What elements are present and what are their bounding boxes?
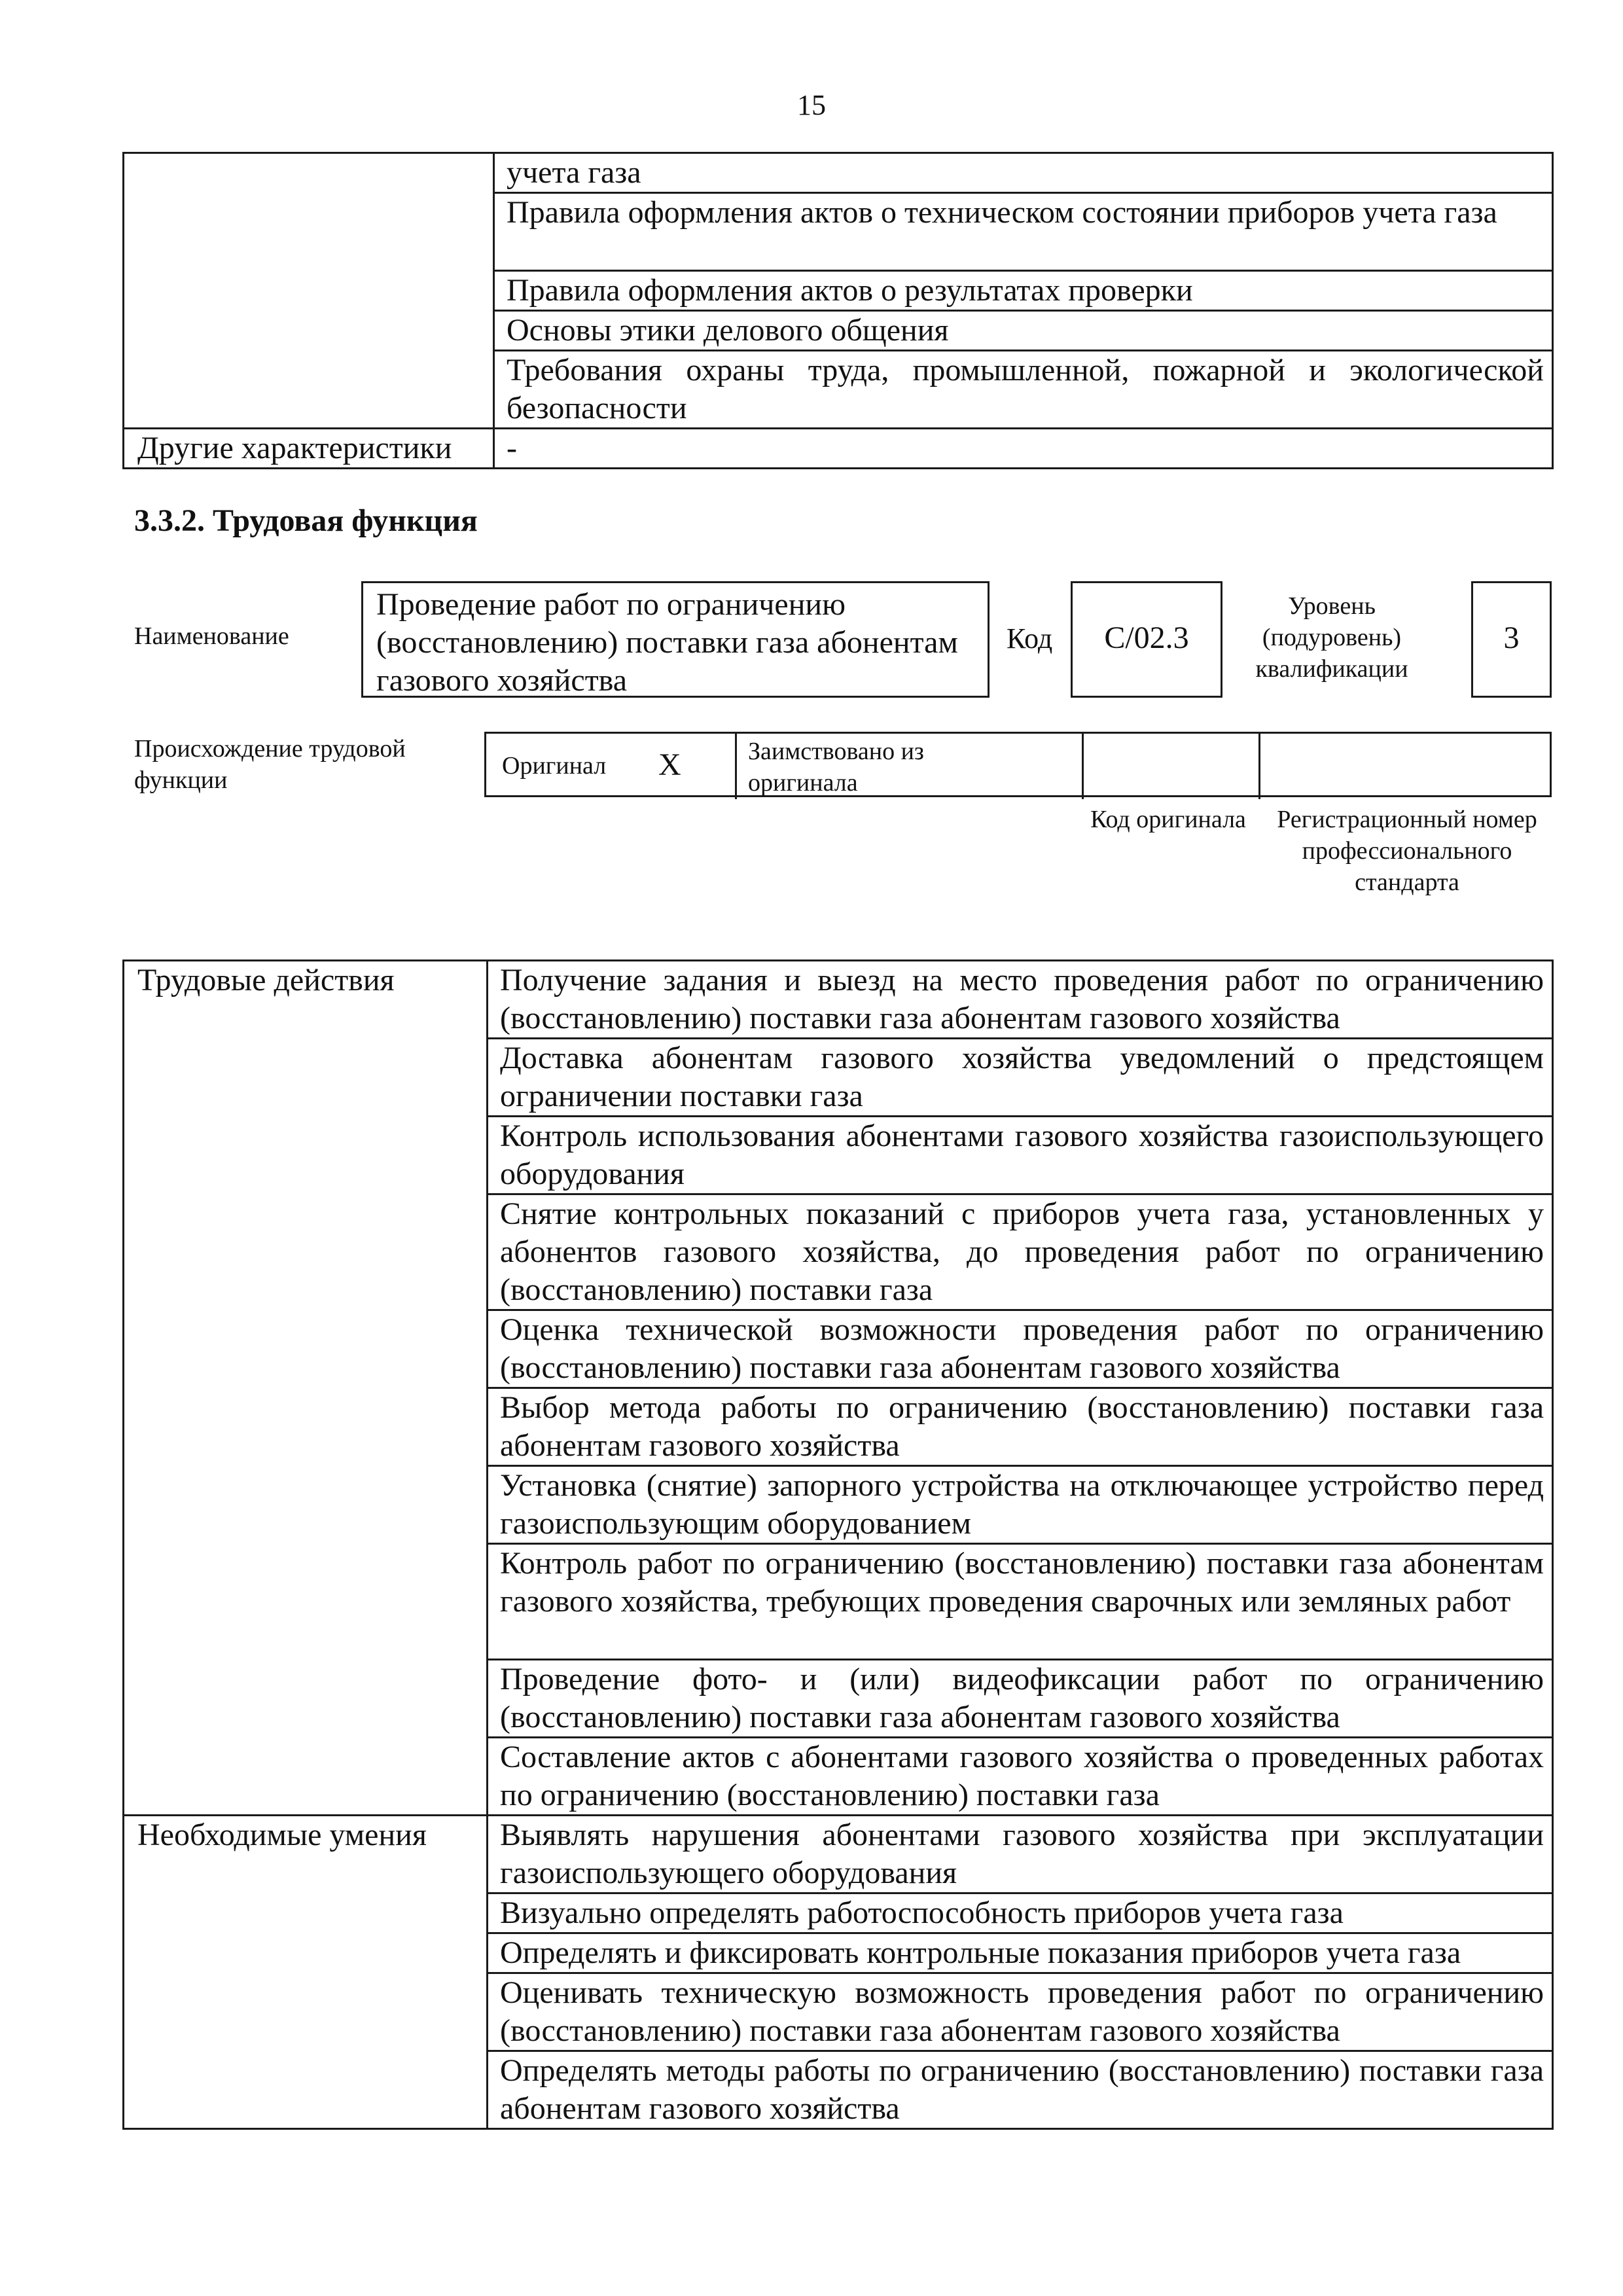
function-code-value: C/02.3: [1104, 620, 1189, 655]
reg-number-caption: Регистрационный номер профессионального стандарта: [1277, 806, 1537, 896]
table-row: [124, 153, 1553, 193]
divider: [1258, 734, 1260, 799]
code-caption: Код оригинала: [1090, 806, 1246, 833]
labor-action-item: Выбор метода работы по ограничению (восстановлению) поставки газа абонентам газового хозяйства: [488, 1388, 1553, 1466]
labor-action-item: Установка (снятие) запорного устройства на отключающее устройство перед газоиспользующим оборудованием: [488, 1466, 1553, 1544]
continuation-table: [122, 152, 1554, 469]
continuation-label-cell: [124, 153, 494, 429]
main-table: [122, 960, 1554, 2130]
labor-action-item: Получение задания и выезд на место проведения работ по ограничению (восстановлению) поставки газа абонентам газового хозяйства: [488, 961, 1553, 1039]
knowledge-item: Основы этики делового общения: [494, 311, 1553, 351]
qualification-level-value: 3: [1503, 620, 1520, 655]
function-name-value: Проведение работ по ограничению (восстановлению) поставки газа абонентам газового хозяйства: [376, 587, 958, 698]
code-label: Код: [1007, 622, 1053, 655]
original-mark: X: [658, 747, 681, 782]
other-characteristics-label: Другие характеристики: [124, 429, 494, 469]
labor-action-item: Оценка технической возможности проведения работ по ограничению (восстановлению) поставки газа абонентам газового хозяйства: [488, 1310, 1553, 1388]
table-row: [124, 961, 1553, 1039]
knowledge-item: учета газа: [494, 153, 1553, 193]
knowledge-item: Правила оформления актов о результатах проверки: [494, 271, 1553, 311]
table-row: [124, 429, 1553, 469]
page-number: 15: [797, 89, 826, 121]
labor-action-item: Доставка абонентам газового хозяйства уведомлений о предстоящем ограничении поставки газа: [488, 1039, 1553, 1117]
labor-action-item: Снятие контрольных показаний с приборов учета газа, установленных у абонентов газового хозяйства, до проведения работ по ограничению (восстановлению) поставки газа: [488, 1194, 1553, 1310]
original-label: Оригинал: [502, 752, 607, 780]
labor-action-item: Контроль работ по ограничению (восстановлению) поставки газа абонентам газового хозяйства, требующих проведения сварочных или земляных работ: [488, 1544, 1553, 1660]
labor-action-item: Проведение фото- и (или) видеофиксации работ по ограничению (восстановлению) поставки газа абонентам газового хозяйства: [488, 1660, 1553, 1738]
skill-item: Выявлять нарушения абонентами газового хозяйства при эксплуатации газоиспользующего оборудования: [488, 1816, 1553, 1893]
function-name-box: [361, 581, 990, 698]
divider: [1082, 734, 1084, 799]
labor-action-item: Составление актов с абонентами газового хозяйства о проведенных работах по ограничению (восстановлению) поставки газа: [488, 1738, 1553, 1816]
knowledge-item: Правила оформления актов о техническом состоянии приборов учета газа: [494, 193, 1553, 271]
divider: [735, 734, 737, 799]
skill-item: Оценивать техническую возможность проведения работ по ограничению (восстановлению) поставки газа абонентам газового хозяйства: [488, 1973, 1553, 2051]
skill-item: Визуально определять работоспособность приборов учета газа: [488, 1893, 1553, 1933]
table-row: [124, 1816, 1553, 1893]
labor-action-item: Контроль использования абонентами газового хозяйства газоиспользующего оборудования: [488, 1117, 1553, 1194]
origin-box: [484, 732, 1552, 797]
origin-label: Происхождение трудовой функции: [134, 735, 406, 794]
labor-actions-label: Трудовые действия: [124, 961, 488, 1816]
qualification-level-box: [1471, 581, 1552, 698]
level-label: Уровень (подуровень) квалификации: [1255, 592, 1408, 683]
borrowed-label: Заимствовано из оригинала: [748, 738, 924, 797]
section-heading: 3.3.2. Трудовая функция: [134, 503, 478, 538]
name-label: Наименование: [134, 622, 289, 650]
function-code-box: [1071, 581, 1222, 698]
required-skills-label: Необходимые умения: [124, 1816, 488, 2129]
skill-item: Определять методы работы по ограничению (восстановлению) поставки газа абонентам газового хозяйства: [488, 2051, 1553, 2129]
other-characteristics-value: -: [494, 429, 1553, 469]
skill-item: Определять и фиксировать контрольные показания приборов учета газа: [488, 1933, 1553, 1973]
knowledge-item: Требования охраны труда, промышленной, пожарной и экологической безопасности: [494, 351, 1553, 429]
